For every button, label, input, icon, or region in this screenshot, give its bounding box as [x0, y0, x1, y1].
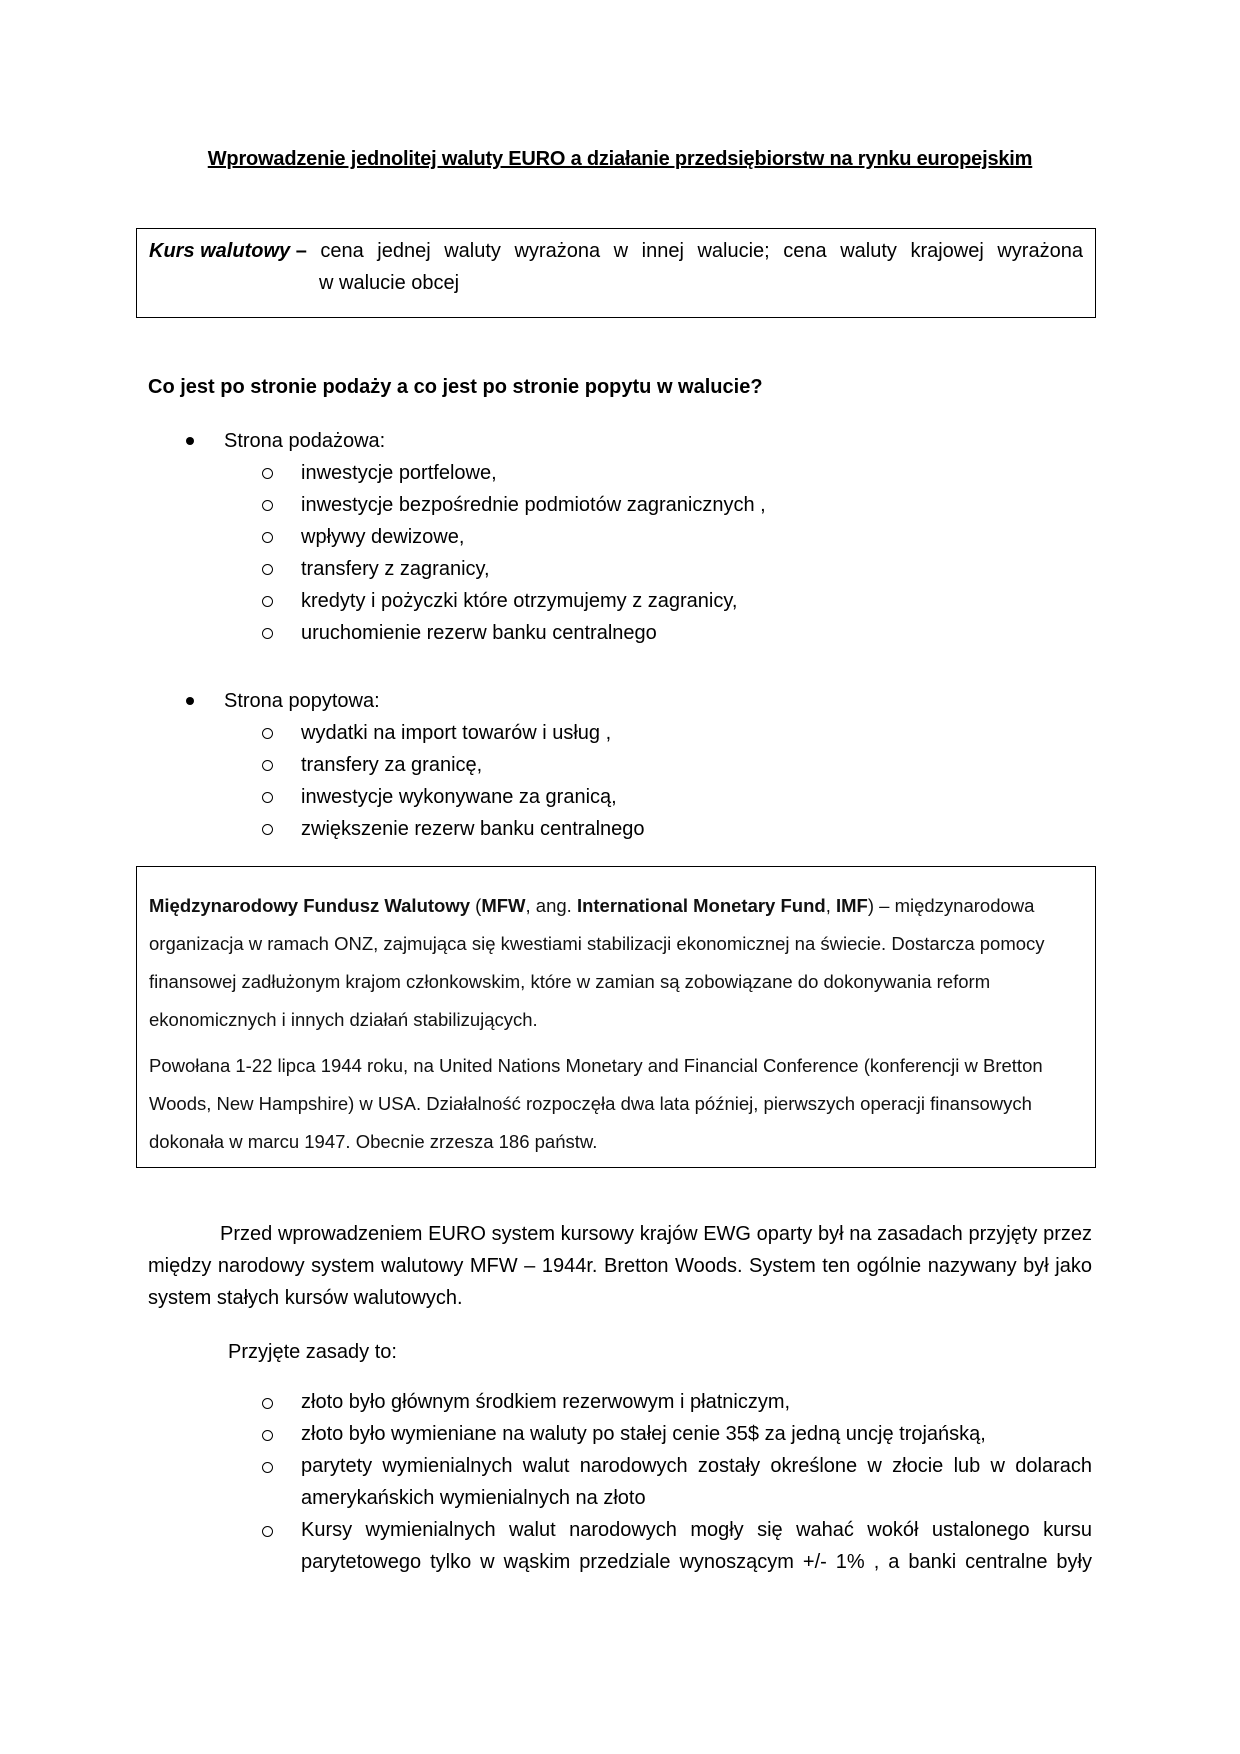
definition-word: waluty — [444, 240, 501, 262]
list-item — [148, 1514, 1092, 1578]
list-item-text: kredyty i pożyczki które otrzymujemy z zagranicy, — [301, 590, 738, 612]
list-item — [148, 1450, 1092, 1514]
imf-english-name: International Monetary Fund — [576, 895, 826, 916]
imf-paren-close: ) – — [867, 895, 890, 916]
definition-word: wyrażona — [514, 240, 601, 262]
bullet-icon — [186, 697, 194, 705]
imf-description — [149, 887, 1083, 1039]
imf-paren-open: ( — [470, 895, 482, 916]
imf-abbr-en: IMF — [835, 895, 868, 916]
body-paragraph-text: Przed wprowadzeniem EURO system kursowy krajów EWG oparty był na zasadach przyjęty przez między narodowy system walutowy MFW – 1944r. Bretton Woods. System ten ogólnie nazywany był jako system stałych kursów walutowych. — [148, 1223, 1092, 1309]
circle-bullet-icon — [262, 760, 273, 771]
definition-word: wyrażona — [997, 240, 1083, 262]
list-item-text: inwestycje wykonywane za granicą, — [301, 786, 617, 808]
supply-list — [148, 457, 766, 649]
demand-label: Strona popytowa: — [224, 690, 380, 712]
definition-word: walucie; — [697, 240, 770, 262]
list-item — [148, 457, 766, 489]
circle-bullet-icon — [262, 564, 273, 575]
list-item-text: parytety wymienialnych walut narodowych zostały określone w złocie lub w dolarach amerykańskich wymienialnych na złoto — [301, 1455, 1092, 1509]
definition-word: w — [613, 240, 629, 262]
list-item — [148, 749, 645, 781]
circle-bullet-icon — [262, 532, 273, 543]
definition-word: krajowej — [910, 240, 984, 262]
list-item-text: transfery z zagranicy, — [301, 558, 490, 580]
imf-name: Międzynarodowy Fundusz Walutowy — [149, 895, 471, 916]
definition-box — [136, 228, 1096, 318]
circle-bullet-icon — [262, 1526, 273, 1537]
list-item-text: złoto było wymieniane na waluty po stałej cenie 35$ za jedną uncję trojańską, — [301, 1423, 986, 1445]
circle-bullet-icon — [262, 468, 273, 479]
imf-history: Powołana 1-22 lipca 1944 roku, na United Nations Monetary and Financial Conference (konferencji w Bretton Woods, New Hampshire) w USA. Działalność rozpoczęła dwa lata później, pierwszych operacji finansowych dokonała w marcu 1947. Obecnie zrzesza 186 państw. — [149, 1055, 1043, 1152]
circle-bullet-icon — [262, 1430, 273, 1441]
list-item — [148, 585, 766, 617]
imf-info-box — [136, 866, 1096, 1168]
list-item — [148, 781, 645, 813]
definition-dash: – — [295, 240, 307, 262]
supply-label: Strona podażowa: — [224, 430, 386, 452]
list-item-text: inwestycje portfelowe, — [301, 462, 497, 484]
demand-list — [148, 717, 645, 845]
imf-abbr: MFW — [481, 895, 526, 916]
rules-list — [148, 1386, 1092, 1578]
list-item-text: zwiększenie rezerw banku centralnego — [301, 818, 645, 840]
supply-heading — [148, 425, 766, 457]
list-item — [148, 553, 766, 585]
list-item-text: inwestycje bezpośrednie podmiotów zagranicznych , — [301, 494, 766, 516]
imf-comma: , — [825, 895, 836, 916]
list-item — [148, 1386, 1092, 1418]
body-paragraph — [148, 1218, 1092, 1314]
definition-term-group — [149, 235, 307, 267]
list-item-text: wydatki na import towarów i usług , — [301, 722, 612, 744]
list-item — [148, 617, 766, 649]
imf-ang: , ang. — [525, 895, 577, 916]
definition-term: Kurs walutowy — [149, 240, 291, 262]
demand-group — [148, 685, 645, 845]
circle-bullet-icon — [262, 628, 273, 639]
circle-bullet-icon — [262, 500, 273, 511]
section-question: Co jest po stronie podaży a co jest po stronie popytu w walucie? — [148, 376, 763, 398]
circle-bullet-icon — [262, 824, 273, 835]
definition-line-1 — [149, 235, 1083, 267]
document-title: Wprowadzenie jednolitej waluty EURO a działanie przedsiębiorstw na rynku europejskim — [207, 148, 1033, 170]
imf-description-text: międzynarodowa organizacja w ramach ONZ, zajmująca się kwestiami stabilizacji ekonomicznej na świecie. Dostarcza pomocy finansowej zadłużonym krajom członkowskim, które w zamian są zobowiązane do dokonywania reform ekonomicznych i innych działań stabilizujących. — [149, 895, 1045, 1030]
list-item-text: Kursy wymienialnych walut narodowych mogły się wahać wokół ustalonego kursu parytetowego tylko w wąskim przedziale wynoszącym +/- 1% , a banki centralne były — [301, 1519, 1092, 1573]
list-item-text: transfery za granicę, — [301, 754, 483, 776]
list-item-text: złoto było głównym środkiem rezerwowym i płatniczym, — [301, 1391, 791, 1413]
circle-bullet-icon — [262, 1398, 273, 1409]
circle-bullet-icon — [262, 596, 273, 607]
circle-bullet-icon — [262, 728, 273, 739]
demand-heading — [148, 685, 645, 717]
definition-line-2: w walucie obcej — [319, 272, 460, 294]
circle-bullet-icon — [262, 792, 273, 803]
rules-label: Przyjęte zasady to: — [228, 1341, 397, 1363]
definition-word: cena — [783, 240, 827, 262]
definition-word: waluty — [840, 240, 897, 262]
supply-group — [148, 425, 766, 649]
list-item — [148, 813, 645, 845]
list-item-text: uruchomienie rezerw banku centralnego — [301, 622, 657, 644]
circle-bullet-icon — [262, 1462, 273, 1473]
list-item-text: wpływy dewizowe, — [301, 526, 465, 548]
list-item — [148, 717, 645, 749]
list-item — [148, 521, 766, 553]
list-item — [148, 1418, 1092, 1450]
bullet-icon — [186, 437, 194, 445]
definition-word: jednej — [377, 240, 431, 262]
definition-word: cena — [320, 240, 364, 262]
list-item — [148, 489, 766, 521]
definition-word: innej — [641, 240, 684, 262]
